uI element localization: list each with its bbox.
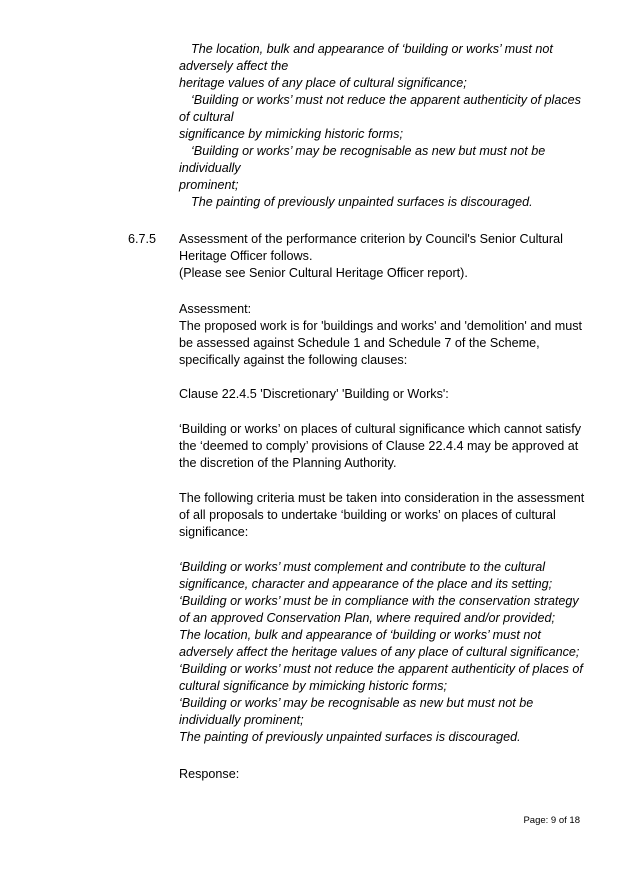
clause-heading <box>179 386 589 403</box>
criteria-line: individually prominent; <box>179 713 304 727</box>
response-heading-text: Response: <box>179 767 240 781</box>
paragraph-line: significance: <box>179 525 249 539</box>
paragraph-line: The proposed work is for 'buildings and works' and 'demolition' and must <box>179 319 583 333</box>
list-item <box>179 194 589 211</box>
paragraph-line: (Please see Senior Cultural Heritage Officer report). <box>179 266 468 280</box>
list-item <box>179 92 589 109</box>
paragraph-line: of all proposals to undertake ‘building or works’ on places of cultural <box>179 508 556 522</box>
assessment-section <box>179 301 589 369</box>
criteria-list <box>179 559 589 746</box>
clause-paragraph <box>179 421 589 472</box>
criteria-line: significance, character and appearance of the place and its setting; <box>179 577 553 591</box>
list-item-continuation: prominent; <box>179 178 239 192</box>
criteria-line: The painting of previously unpainted surfaces is discouraged. <box>179 730 521 744</box>
criteria-line: cultural significance by mimicking historic forms; <box>179 679 448 693</box>
clause-heading-text: Clause 22.4.5 'Discretionary' 'Building or Works': <box>179 387 449 401</box>
response-heading <box>179 766 589 783</box>
list-item <box>179 143 589 160</box>
criteria-line: ‘Building or works’ must complement and contribute to the cultural <box>179 560 546 574</box>
paragraph-line: Assessment of the performance criterion by Council's Senior Cultural <box>179 232 563 246</box>
section-intro <box>179 231 589 282</box>
list-item-continuation: adversely affect the <box>179 59 289 73</box>
list-item-text: The painting of previously unpainted surfaces is discouraged. <box>191 195 533 209</box>
criteria-line: ‘Building or works’ must be in compliance with the conservation strategy <box>179 594 579 608</box>
list-item-continuation: heritage values of any place of cultural significance; <box>179 76 467 90</box>
assessment-heading: Assessment: <box>179 302 252 316</box>
page-number: Page: 9 of 18 <box>523 815 580 826</box>
list-item-continuation: significance by mimicking historic forms; <box>179 127 403 141</box>
top-bullet-list <box>179 41 589 211</box>
list-item-continuation: of cultural <box>179 110 234 124</box>
list-item-text: ‘Building or works’ may be recognisable as new but must not be <box>191 144 546 158</box>
paragraph-line: Heritage Officer follows. <box>179 249 313 263</box>
paragraph-line: the discretion of the Planning Authority. <box>179 456 397 470</box>
paragraph-line: ‘Building or works’ on places of cultural significance which cannot satisfy <box>179 422 582 436</box>
paragraph-line: be assessed against Schedule 1 and Schedule 7 of the Scheme, <box>179 336 540 350</box>
section-number: 6.7.5 <box>128 232 157 246</box>
criteria-line: The location, bulk and appearance of ‘building or works’ must not <box>179 628 541 642</box>
criteria-line: ‘Building or works’ must not reduce the apparent authenticity of places of <box>179 662 583 676</box>
list-item <box>179 41 589 58</box>
criteria-line: of an approved Conservation Plan, where required and/or provided; <box>179 611 555 625</box>
criteria-line: adversely affect the heritage values of any place of cultural significance; <box>179 645 580 659</box>
list-item-continuation: individually <box>179 161 241 175</box>
criteria-paragraph <box>179 490 589 541</box>
list-item-text: ‘Building or works’ must not reduce the apparent authenticity of places <box>191 93 581 107</box>
criteria-line: ‘Building or works’ may be recognisable as new but must not be <box>179 696 534 710</box>
paragraph-line: specifically against the following clauses: <box>179 353 408 367</box>
list-item-text: The location, bulk and appearance of ‘building or works’ must not <box>191 42 553 56</box>
paragraph-line: the ‘deemed to comply’ provisions of Clause 22.4.4 may be approved at <box>179 439 579 453</box>
paragraph-line: The following criteria must be taken into consideration in the assessment <box>179 491 585 505</box>
